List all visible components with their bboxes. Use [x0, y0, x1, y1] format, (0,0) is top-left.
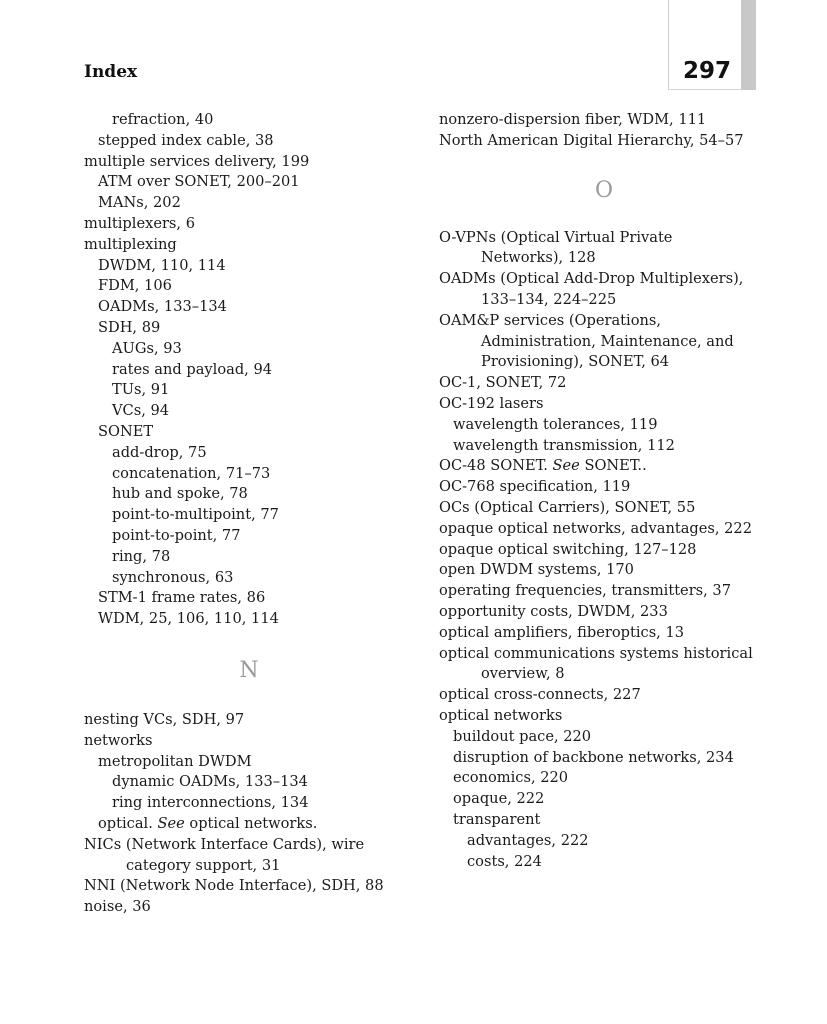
index-entry-text: TUs, 91	[112, 381, 170, 399]
index-entry	[84, 526, 414, 547]
index-entry-text: ATM over SONET, 200–201	[98, 173, 300, 191]
index-entry-text: ring interconnections, 134	[112, 794, 309, 812]
index-entry-text: OADMs (Optical Add-Drop Multiplexers),	[439, 270, 744, 288]
index-entry	[84, 443, 414, 464]
index-entry	[439, 789, 769, 810]
index-entry	[84, 897, 414, 918]
index-entry-text: nonzero-dispersion fiber, WDM, 111	[439, 111, 707, 128]
index-entry	[439, 269, 769, 290]
index-entry-text: operating frequencies, transmitters, 37	[439, 582, 732, 600]
see-reference: See	[552, 457, 580, 475]
index-entry-text: hub and spoke, 78	[112, 485, 248, 503]
running-head: Index	[84, 62, 138, 82]
index-entry	[84, 464, 414, 485]
index-entry	[84, 484, 414, 505]
index-entry	[439, 394, 769, 415]
index-entry-text: OC-1, SONET, 72	[439, 374, 567, 392]
index-entry-text: optical amplifiers, fiberoptics, 13	[439, 623, 685, 641]
index-entry	[439, 560, 769, 581]
index-entry-text: add-drop, 75	[112, 443, 207, 461]
thumb-tab-divider	[668, 0, 669, 90]
index-entry	[84, 752, 414, 773]
index-entry-text: economics, 220	[453, 769, 569, 787]
index-entry-text: OC-48 SONET.	[439, 457, 548, 475]
index-entry-text: refraction, 40	[112, 111, 214, 128]
index-entry	[84, 772, 414, 793]
index-entry	[439, 706, 769, 727]
index-entry-text: networks	[84, 731, 153, 749]
index-entry	[439, 581, 769, 602]
index-entry	[439, 290, 769, 311]
index-entry	[439, 477, 769, 498]
index-entry-text: multiple services delivery, 199	[84, 152, 310, 170]
index-entry-text: NICs (Network Interface Cards), wire	[84, 835, 365, 853]
index-entry-text: dynamic OADMs, 133–134	[112, 773, 308, 791]
index-entry	[439, 727, 769, 748]
index-entry-text: AUGs, 93	[112, 339, 182, 357]
see-reference: See	[157, 814, 185, 832]
index-entry-text: buildout pace, 220	[453, 727, 592, 745]
index-entry	[84, 110, 414, 131]
index-entry-text: FDM, 106	[98, 277, 172, 295]
index-entry	[439, 685, 769, 706]
index-entry-text: multiplexers, 6	[84, 214, 195, 232]
index-entry-text: OC-192 lasers	[439, 394, 544, 412]
section-letter-o: O	[594, 177, 614, 203]
index-entry	[84, 401, 414, 422]
index-entry-text: stepped index cable, 38	[98, 131, 274, 149]
index-entry	[84, 193, 414, 214]
index-entry	[84, 505, 414, 526]
index-entry	[439, 768, 769, 789]
see-target: SONET..	[579, 457, 647, 475]
index-entry	[84, 360, 414, 381]
index-entry	[84, 547, 414, 568]
index-entry-text: opaque optical switching, 127–128	[439, 540, 697, 558]
index-entry	[439, 602, 769, 623]
index-entry	[84, 835, 414, 856]
index-entry-text: concatenation, 71–73	[112, 464, 271, 482]
index-entry-text: Administration, Maintenance, and	[481, 332, 734, 350]
left-entries	[84, 110, 414, 630]
index-entry-text: metropolitan DWDM	[98, 752, 252, 770]
index-entry-text: OAM&P services (Operations,	[439, 311, 662, 329]
index-entry	[439, 131, 769, 152]
index-entry-text: VCs, 94	[112, 402, 170, 420]
index-entry	[439, 352, 769, 373]
index-entry-text: multiplexing	[84, 235, 177, 253]
index-entry	[84, 609, 414, 630]
index-entry	[439, 373, 769, 394]
index-entry-text: OADMs, 133–134	[98, 298, 227, 316]
index-entry	[439, 644, 769, 665]
section-letter-n: N	[239, 657, 259, 683]
index-entry	[84, 297, 414, 318]
index-entry-text: noise, 36	[84, 898, 151, 916]
index-entry	[84, 793, 414, 814]
index-entry	[439, 436, 769, 457]
index-entry	[439, 311, 769, 332]
index-entry	[84, 422, 414, 443]
index-entry	[439, 456, 769, 477]
index-entry	[84, 380, 414, 401]
index-entry-text: Provisioning), SONET, 64	[481, 353, 670, 371]
index-entry	[84, 731, 414, 752]
index-entry	[439, 498, 769, 519]
index-entry-text: advantages, 222	[467, 831, 589, 849]
index-entry-text: WDM, 25, 106, 110, 114	[98, 610, 279, 628]
n-entries	[84, 710, 414, 918]
index-entry	[439, 519, 769, 540]
index-entry	[439, 623, 769, 644]
index-entry-text: optical communications systems historical	[439, 644, 753, 662]
index-entry	[84, 568, 414, 589]
index-entry	[84, 710, 414, 731]
index-entry-text: disruption of backbone networks, 234	[453, 748, 734, 766]
index-entry-text: wavelength tolerances, 119	[453, 415, 658, 433]
index-entry-text: opportunity costs, DWDM, 233	[439, 602, 668, 620]
index-entry-text: optical networks	[439, 706, 563, 724]
index-entry-text: point-to-point, 77	[112, 526, 241, 544]
index-entry-text: costs, 224	[467, 852, 542, 870]
index-entry	[439, 248, 769, 269]
index-entry-text: optical cross-connects, 227	[439, 686, 641, 704]
index-entry-text: opaque, 222	[453, 790, 545, 808]
index-entry	[439, 540, 769, 561]
index-entry-text: STM-1 frame rates, 86	[98, 589, 266, 607]
index-entry-text: open DWDM systems, 170	[439, 561, 634, 579]
index-entry-text: MANs, 202	[98, 194, 181, 212]
index-entry	[439, 748, 769, 769]
index-column-right	[439, 110, 769, 872]
index-entry-text: optical.	[98, 814, 153, 832]
index-entry	[84, 588, 414, 609]
index-entry	[84, 814, 414, 835]
index-entry	[84, 856, 414, 877]
thumb-tab	[741, 0, 756, 90]
index-entry	[84, 318, 414, 339]
index-entry	[84, 172, 414, 193]
index-entry	[84, 876, 414, 897]
index-entry-text: Networks), 128	[481, 249, 596, 267]
index-entry-text: overview, 8	[481, 665, 565, 683]
index-entry-text: category support, 31	[126, 856, 281, 874]
index-entry-text: NNI (Network Node Interface), SDH, 88	[84, 877, 384, 895]
index-entry-text: point-to-multipoint, 77	[112, 506, 279, 524]
index-entry	[84, 276, 414, 297]
index-entry	[439, 415, 769, 436]
index-entry-text: wavelength transmission, 112	[453, 436, 675, 454]
index-entry-text: transparent	[453, 810, 541, 828]
index-entry	[439, 810, 769, 831]
index-entry-text: nesting VCs, SDH, 97	[84, 710, 245, 728]
index-column-left	[84, 110, 414, 918]
see-target: optical networks.	[184, 814, 318, 832]
index-entry	[439, 664, 769, 685]
right-top-entries	[439, 110, 769, 152]
index-entry	[84, 339, 414, 360]
index-entry	[84, 214, 414, 235]
index-entry	[84, 131, 414, 152]
index-entry-text: ring, 78	[112, 547, 171, 565]
o-entries	[439, 228, 769, 873]
index-entry-text: OCs (Optical Carriers), SONET, 55	[439, 498, 696, 516]
index-entry-text: OC-768 specification, 119	[439, 478, 631, 496]
index-entry	[84, 256, 414, 277]
index-entry	[439, 831, 769, 852]
index-entry	[439, 110, 769, 131]
index-entry-text: DWDM, 110, 114	[98, 256, 226, 274]
index-entry	[439, 852, 769, 873]
index-entry	[84, 235, 414, 256]
index-entry-text: synchronous, 63	[112, 568, 234, 586]
index-entry-text: North American Digital Hierarchy, 54–57	[439, 131, 744, 149]
index-entry-text: rates and payload, 94	[112, 360, 273, 378]
index-entry	[439, 332, 769, 353]
index-entry-text: O-VPNs (Optical Virtual Private	[439, 228, 673, 246]
index-entry	[439, 228, 769, 249]
page-number: 297	[683, 58, 732, 84]
index-entry-text: opaque optical networks, advantages, 222	[439, 519, 753, 537]
index-entry-text: SONET	[98, 422, 154, 440]
index-entry-text: SDH, 89	[98, 318, 161, 336]
index-entry	[84, 152, 414, 173]
index-entry-text: 133–134, 224–225	[481, 290, 617, 308]
